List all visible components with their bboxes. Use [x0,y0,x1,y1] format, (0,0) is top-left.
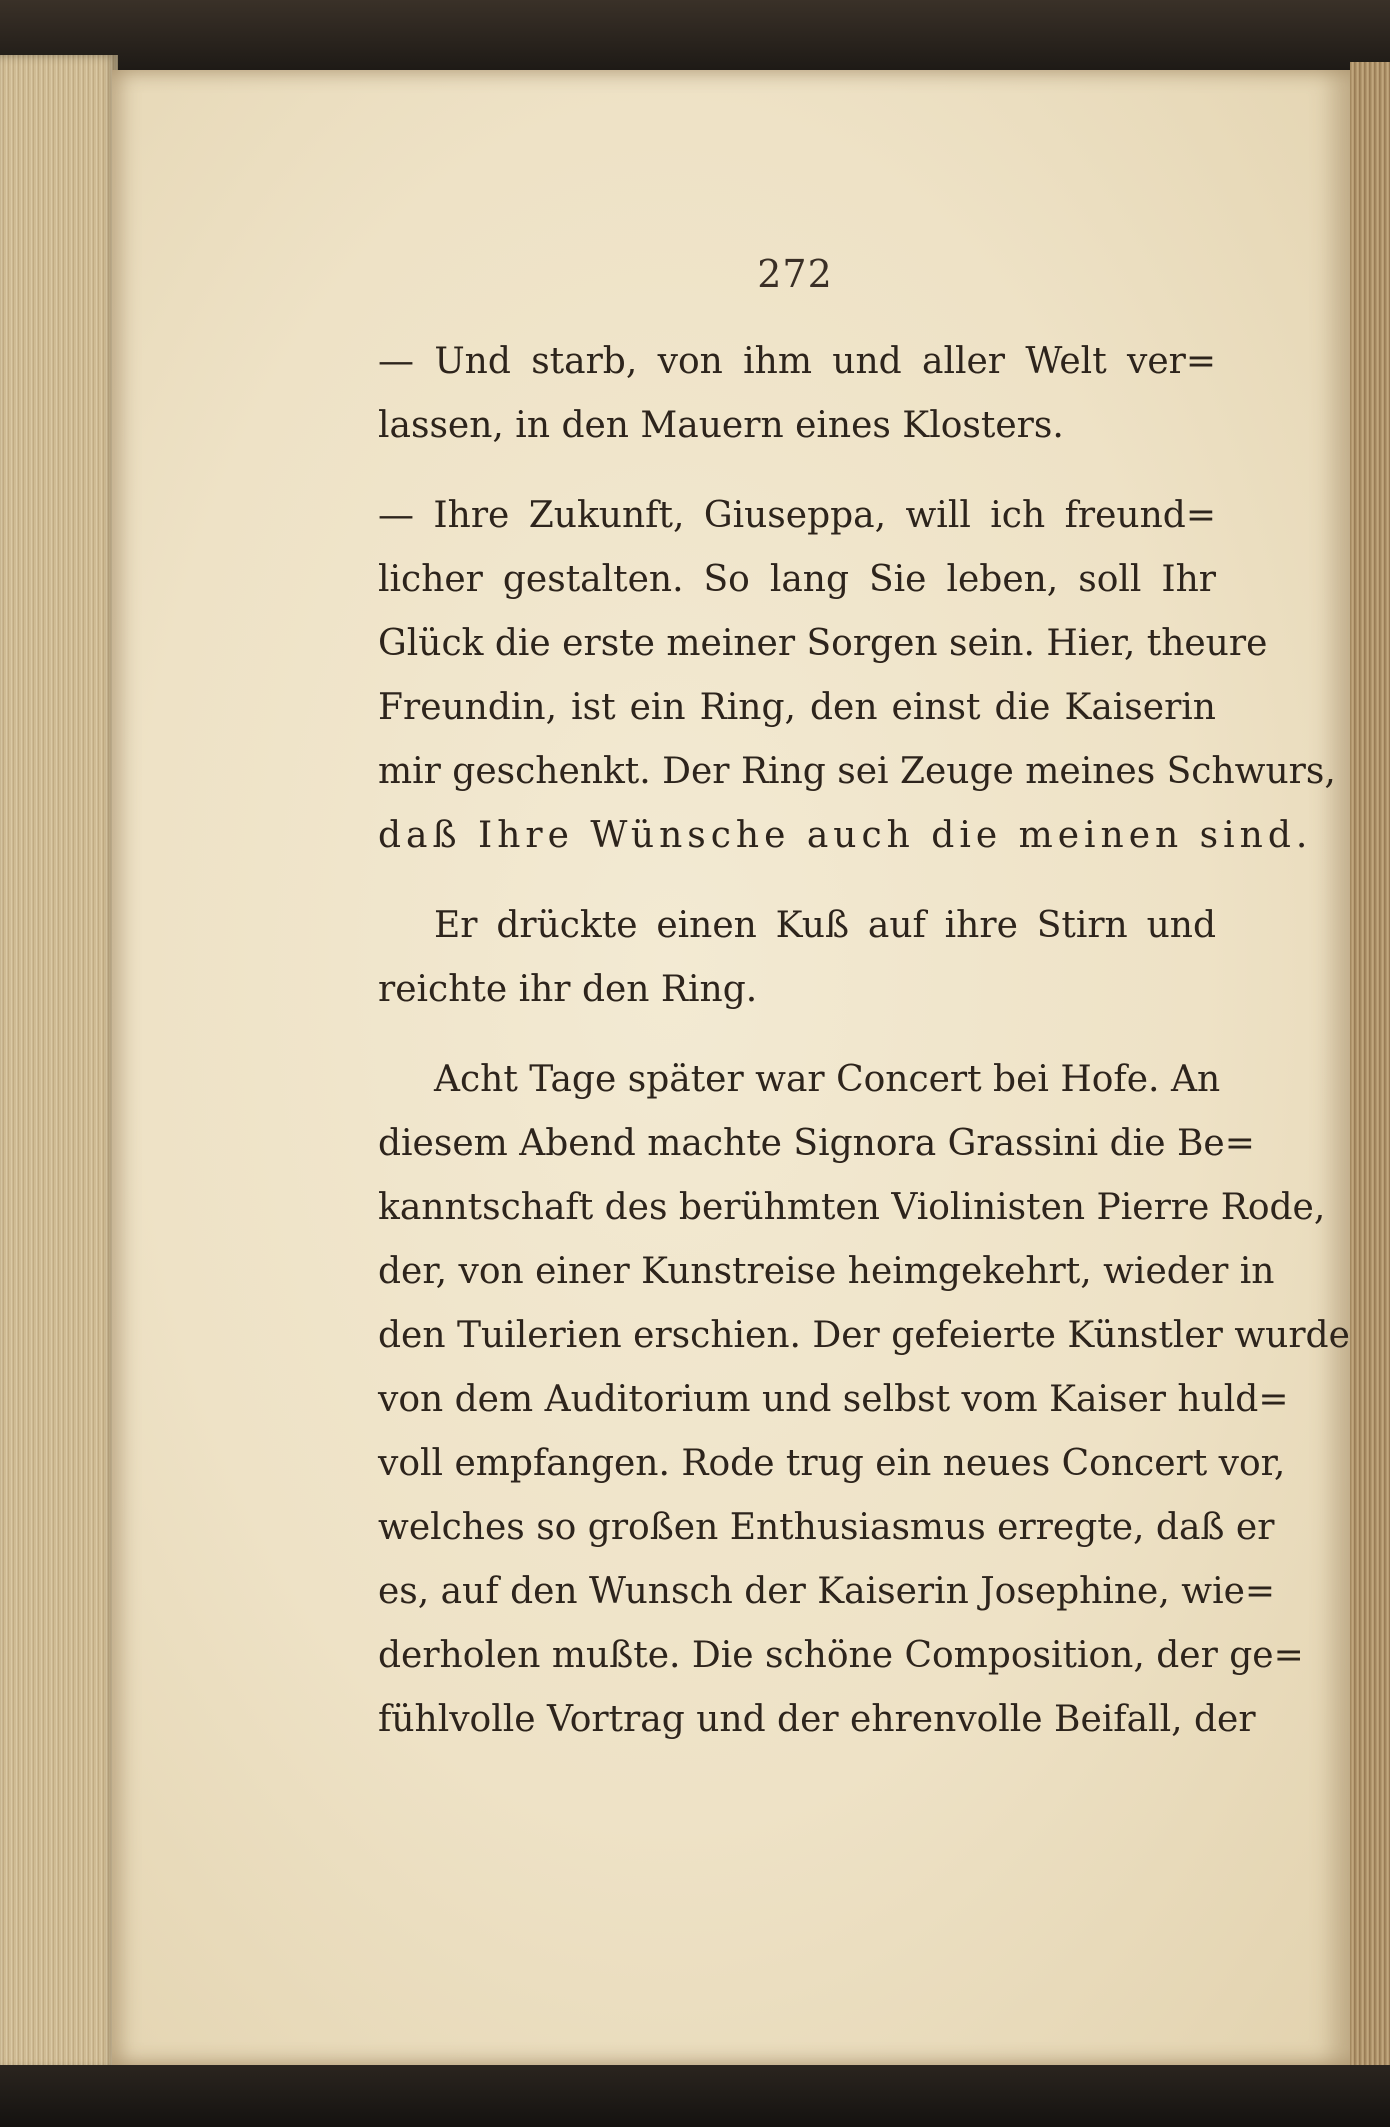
text-line: Freundin, ist ein Ring, den einst die Kaiserin [378,687,1216,728]
text-line: mir geschenkt. Der Ring sei Zeuge meines Schwurs, [378,751,1336,792]
body-text [378,330,1350,1752]
text-line: voll empfangen. Rode trug ein neues Concert vor, [378,1443,1286,1484]
paragraph-3 [378,894,1216,1022]
text-line: es, auf den Wunsch der Kaiserin Josephine, wie= [378,1571,1276,1612]
book-top-edge [0,0,1390,70]
text-line: den Tuilerien erschien. Der gefeierte Künstler wurde [378,1315,1350,1356]
text-line: diesem Abend machte Signora Grassini die Be= [378,1123,1255,1164]
text-line: der, von einer Kunstreise heimgekehrt, wieder in [378,1251,1275,1292]
text-line: reichte ihr den Ring. [378,969,758,1010]
text-line: Er drückte einen Kuß auf ihre Stirn und [434,905,1216,946]
text-line: Acht Tage später war Concert bei Hofe. An [434,1059,1221,1100]
text-line: licher gestalten. So lang Sie leben, soll Ihr [378,559,1216,600]
text-line: von dem Auditorium und selbst vom Kaiser huld= [378,1379,1289,1420]
text-line: — Ihre Zukunft, Giuseppa, will ich freund= [378,495,1216,536]
text-line: kanntschaft des berühmten Violinisten Pierre Rode, [378,1187,1326,1228]
text-line: daß Ihre Wünsche auch die meinen sind. [378,815,1313,856]
page-stack-left [0,55,118,2070]
paragraph-2 [378,484,1336,868]
text-line: derholen mußte. Die schöne Composition, der ge= [378,1635,1304,1676]
text-line: Glück die erste meiner Sorgen sein. Hier, theure [378,623,1268,664]
text-line: fühlvolle Vortrag und der ehrenvolle Beifall, der [378,1699,1256,1740]
text-line: — Und starb, von ihm und aller Welt ver= [378,341,1216,382]
paragraph-1 [378,330,1216,458]
text-line: lassen, in den Mauern eines Klosters. [378,405,1064,446]
page-number: 272 [757,252,833,296]
page-stack-right [1350,62,1390,2072]
text-line: welches so großen Enthusiasmus erregte, daß er [378,1507,1275,1548]
paragraph-4 [378,1048,1350,1752]
book-bottom-edge [0,2065,1390,2127]
